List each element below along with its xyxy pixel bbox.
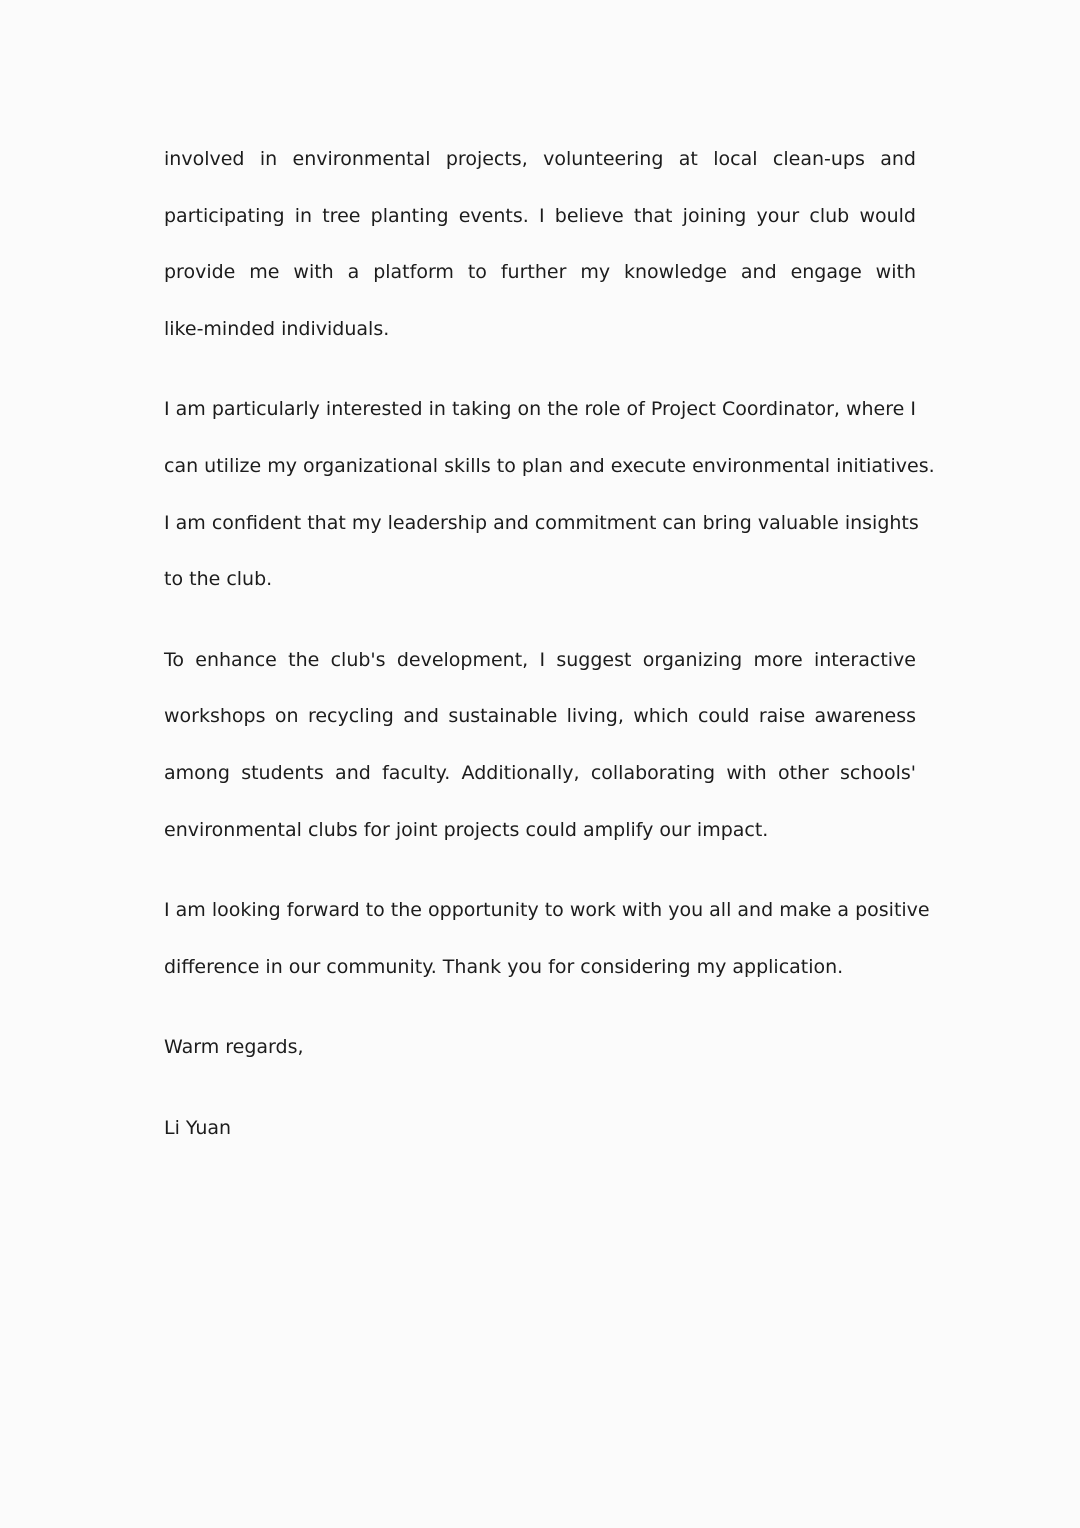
paragraph-line: can utilize my organizational skills to plan and execute environmental initiatives. [164,454,935,477]
paragraph-4 [164,882,930,995]
closing-salutation: Warm regards, [164,1036,304,1059]
paragraph-1 [164,131,916,357]
paragraph-line: environmental clubs for joint projects could amplify our impact. [164,818,769,841]
paragraph-line: to the club. [164,568,273,591]
paragraph-line: difference in our community. Thank you for considering my application. [164,955,844,978]
paragraph-3 [164,632,916,858]
paragraph-2 [164,381,935,607]
signature-name: Li Yuan [164,1116,232,1139]
letter-body [164,131,935,1157]
paragraph-line: workshops on recycling and sustainable living, which could raise awareness [164,705,916,728]
paragraph-line: I am confident that my leadership and commitment can bring valuable insights [164,511,919,534]
paragraph-line: provide me with a platform to further my knowledge and engage with [164,261,916,284]
paragraph-line: I am particularly interested in taking on the role of Project Coordinator, where I [164,398,916,421]
paragraph-line: To enhance the club's development, I suggest organizing more interactive [164,648,916,671]
paragraph-line: like-minded individuals. [164,317,390,340]
paragraph-line: I am looking forward to the opportunity to work with you all and make a positive [164,899,930,922]
paragraph-line: among students and faculty. Additionally, collaborating with other schools' [164,761,916,784]
paragraph-line: involved in environmental projects, volunteering at local clean-ups and [164,148,916,170]
paragraph-line: participating in tree planting events. I believe that joining your club would [164,204,916,227]
